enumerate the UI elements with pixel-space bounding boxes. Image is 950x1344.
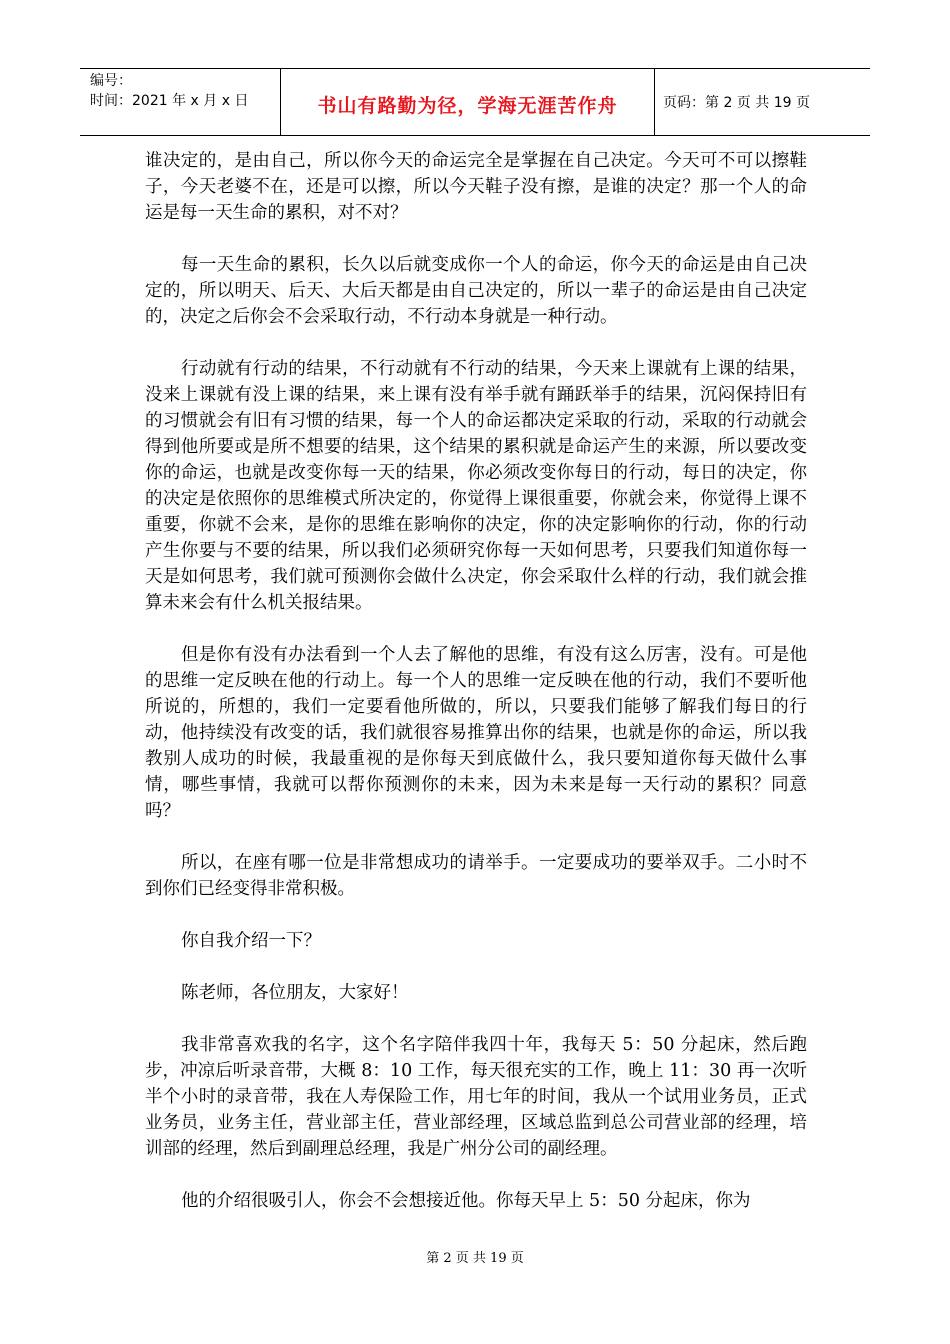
paragraph: 但是你有没有办法看到一个人去了解他的思维，有没有这么厉害，没有。可是他的思维一定反映在他的行动上。每一个人的思维一定反映在他的行动，我们不要听他所说的，所想的，我们一定要看他所做的，所以，只要我们能够了解我们每日的行动，他持续没有改变的话，我们就很容易推算出你的结果，也就是你的命运，所以我教别人成功的时候，我最重视的是你每天到底做什么，我只要知道你每天做什么事情，哪些事情，我就可以帮你预测你的未来，因为未来是每一天行动的累积？同意吗？ xyxy=(145,645,807,821)
header-page-number: 页码：第 2 页 共 19 页 xyxy=(663,95,810,111)
paragraph: 他的介绍很吸引人，你会不会想接近他。你每天早上 5：50 分起床，你为 xyxy=(181,1191,751,1211)
paragraph: 你自我介绍一下？ xyxy=(181,931,321,951)
paragraph: 每一天生命的累积，长久以后就变成你一个人的命运，你今天的命运是由自己决定的，所以明天、后天、大后天都是由自己决定的，所以一辈子的命运是由自己决定的，决定之后你会不会采取行动，不行动本身就是一种行动。 xyxy=(145,255,807,327)
document-date-label: 时间：2021 年 x 月 x 日 xyxy=(90,93,249,109)
page-header xyxy=(80,68,870,136)
header-meta xyxy=(80,69,281,135)
document-body xyxy=(145,148,807,1240)
paragraph: 行动就有行动的结果，不行动就有不行动的结果，今天来上课就有上课的结果，没来上课就有没上课的结果，来上课有没有举手就有踊跃举手的结果，沉闷保持旧有的习惯就会有旧有习惯的结果，每一个人的命运都决定采取的行动，采取的行动就会得到他所要或是所不想要的结果，这个结果的累积就是命运产生的来源，所以要改变你的命运，也就是改变你每一天的结果，你必须改变你每日的行动，每日的决定，你的决定是依照你的思维模式所决定的，你觉得上课很重要，你就会来，你觉得上课不重要，你就不会来，是你的思维在影响你的决定，你的决定影响你的行动，你的行动产生你要与不要的结果，所以我们必须研究你每一天如何思考，只要我们知道你每一天是如何思考，我们就可预测你会做什么决定，你会采取什么样的行动，我们就会推算未来会有什么机关报结果。 xyxy=(145,359,807,613)
paragraph: 陈老师，各位朋友，大家好！ xyxy=(181,983,409,1003)
paragraph: 谁决定的，是由自己，所以你今天的命运完全是掌握在自己决定。今天可不可以擦鞋子，今天老婆不在，还是可以擦，所以今天鞋子没有擦，是谁的决定？那一个人的命运是每一天生命的累积，对不对？ xyxy=(145,151,807,223)
document-number-label: 编号： xyxy=(90,73,132,89)
header-motto: 书山有路勤为径，学海无涯苦作舟 xyxy=(281,69,655,135)
paragraph: 所以，在座有哪一位是非常想成功的请举手。一定要成功的要举双手。二小时不到你们已经变得非常积极。 xyxy=(145,853,807,899)
page-footer: 第 2 页 共 19 页 xyxy=(426,1251,524,1266)
paragraph: 我非常喜欢我的名字，这个名字陪伴我四十年，我每天 5：50 分起床，然后跑步，冲凉后听录音带，大概 8：10 工作，每天很充实的工作，晚上 11：30 再一次听半个小时的录音带，我在人寿保险工作，用七年的时间，我从一个试用业务员，正式业务员，业务主任，营业部主任，营业部经理，区域总监到总公司营业部的经理，培训部的经理，然后到副理总经理，我是广州分公司的副经理。 xyxy=(145,1035,807,1159)
